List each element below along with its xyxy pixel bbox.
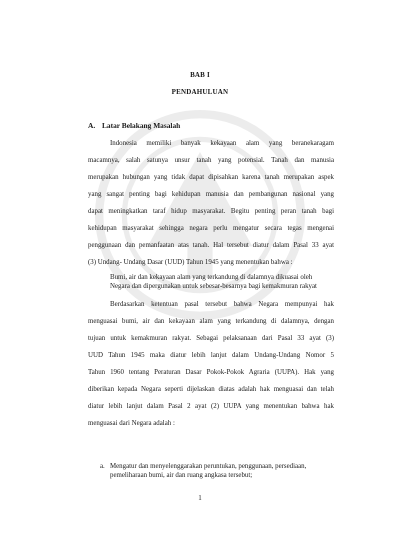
list-line: Mengatur dan menyelenggarakan peruntukan, penggunaan, persediaan, — [110, 463, 307, 470]
paragraph-line: Berdasarkan ketentuan pasal tersebut bahwa Negara mempunyai hak — [110, 301, 334, 308]
paragraph-line: macamnya, salah satunya unsur tanah yang potensial. Tanah dan manusia — [88, 157, 334, 164]
paragraph-line: dapat meningkatkan taraf hidup masyarakat. Begitu penting peran tanah bagi — [88, 208, 334, 215]
quote-line: Negara dan dipergunakan untuk sebesar-besarnya bagi kemakmuran rakyat — [110, 283, 317, 290]
paragraph-line: merupakan hubungan yang tidak dapat dipisahkan karena tanah merupakan aspek — [88, 174, 334, 181]
paragraph-line: diberikan kepada Negara seperti dijelaskan diatas adalah hak menguasai dan telah — [88, 386, 334, 393]
paragraph-line: menguasai bumi, air dan kekayaan alam yang terkandung di dalamnya, dengan — [88, 318, 334, 325]
section-number: A. — [88, 121, 96, 130]
section-title: Latar Belakang Masalah — [102, 121, 181, 130]
list-line: pemeliharaan bumi, air dan ruang angkasa tersebut; — [110, 471, 253, 479]
list-item — [100, 463, 340, 480]
section-heading — [88, 121, 180, 130]
chapter-title: BAB I — [190, 71, 210, 79]
paragraph-line: diatur lebih lanjut dalam Pasal 2 ayat (2) UUPA yang menentukan bahwa hak — [88, 403, 334, 410]
paragraph-line: kehidupan masyarakat sehingga negara perlu mengatur secara tegas mengenai — [88, 225, 334, 232]
paragraph-line: penggunaan dan pemanfaatan atas tanah. Hal tersebut diatur dalam Pasal 33 ayat — [88, 242, 334, 249]
paragraph-line: UUD Tahun 1945 maka diatur lebih lanjut dalam Undang-Undang Nomor 5 — [88, 352, 334, 359]
paragraph-line: Tahun 1960 tentang Peraturan Dasar Pokok-Pokok Agraria (UUPA). Hak yang — [88, 369, 334, 376]
paragraph-line: Indonesia memiliki banyak kekayaan alam yang beranekaragam — [110, 140, 334, 147]
list-marker: a. — [100, 463, 105, 470]
page-number: 1 — [198, 494, 202, 502]
paragraph-line: tujuan untuk kemakmuran rakyat. Sebagai pelaksanaan dari Pasal 33 ayat (3) — [88, 335, 334, 342]
chapter-subtitle: PENDAHULUAN — [171, 88, 229, 96]
paragraph-line: menguasai dari Negara adalah : — [88, 420, 175, 427]
paragraph-line: (3) Undang- Undang Dasar (UUD) Tahun 1945 yang menentukan bahwa : — [88, 259, 293, 266]
paragraph-line: yang sangat penting bagi kehidupan manusia dan pembangunan nasional yang — [88, 191, 334, 198]
quote-line: Bumi, air dan kekayaan alam yang terkandung di dalamnya dikuasai oleh — [110, 274, 313, 281]
